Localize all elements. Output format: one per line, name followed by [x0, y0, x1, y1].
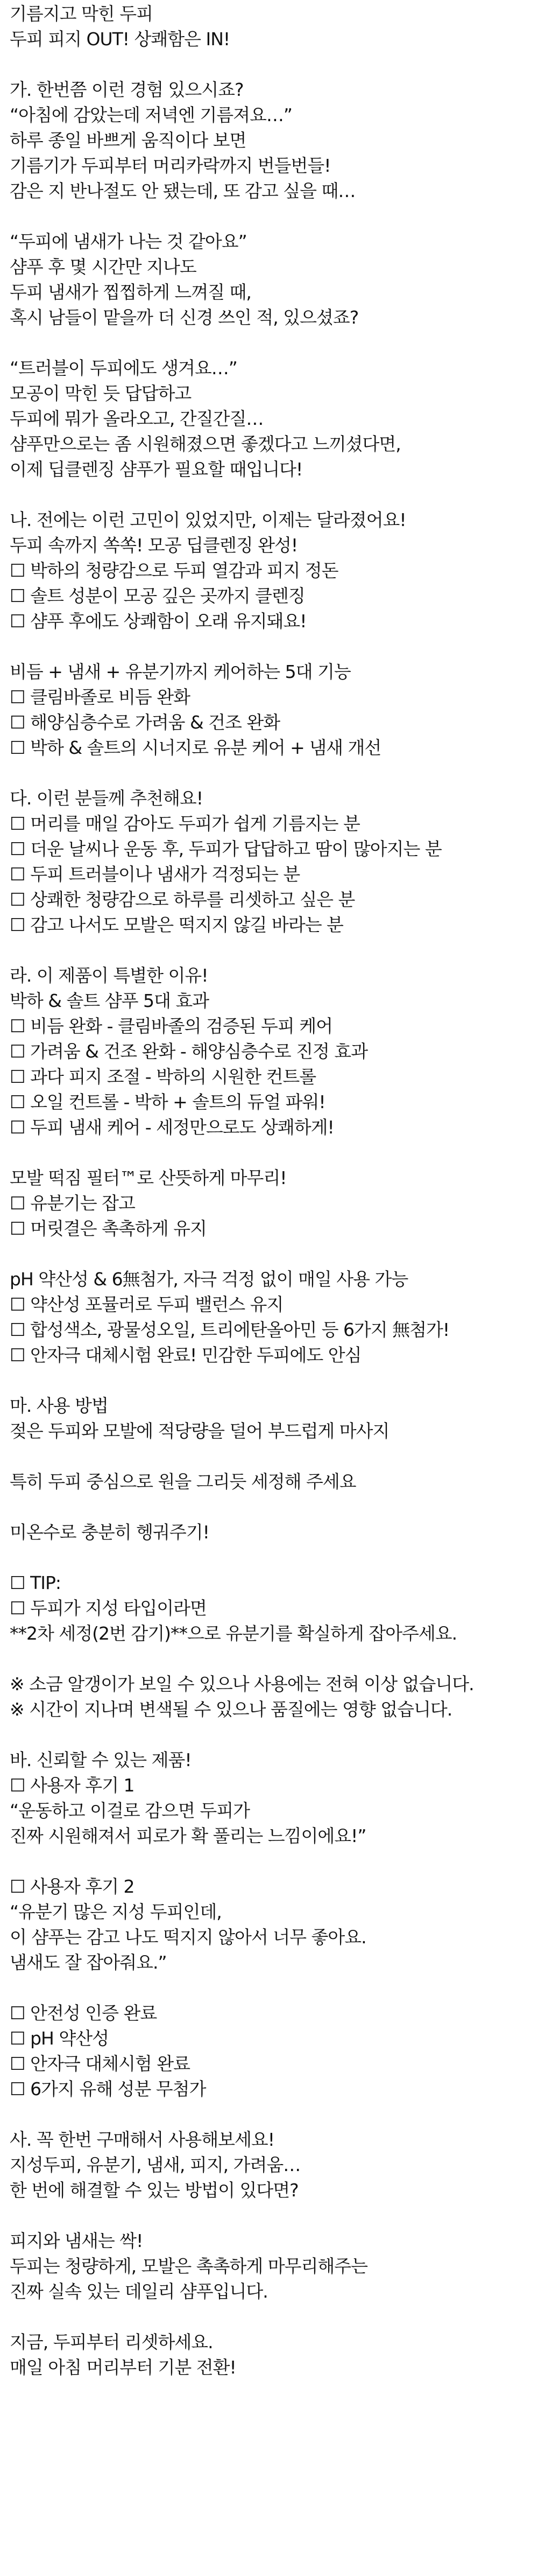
text-line: ☐ 사용자 후기 1: [10, 1775, 134, 1796]
text-line: 두피에 뭐가 올라오고, 간질간질…: [10, 408, 264, 429]
text-line: ☐ 두피가 지성 타입이라면: [10, 1598, 207, 1619]
paragraph-gap: [10, 330, 528, 355]
text-line: **2차 세정(2번 감기)**으로 유분기를 확실하게 잡아주세요.: [10, 1623, 457, 1644]
text-line: 두피 피지 OUT! 상쾌함은 IN!: [10, 29, 230, 50]
text-line: pH 약산성 & 6無첨가, 자극 걱정 없이 매일 사용 가능: [10, 1269, 408, 1290]
paragraph-gap: [10, 482, 528, 507]
paragraph-gap: [10, 2102, 528, 2127]
paragraph-gap: [10, 1494, 528, 1520]
text-line: “운동하고 이걸로 감으면 두피가: [10, 1800, 250, 1821]
text-line: 가. 한번쯤 이런 경험 있으시죠?: [10, 79, 244, 100]
text-line: “유분기 많은 지성 두피인데,: [10, 1901, 222, 1922]
text-line: ☐ 박하의 청량감으로 두피 열감과 피지 정돈: [10, 560, 338, 581]
paragraph-gap: [10, 1646, 528, 1671]
text-line: 혹시 남들이 맡을까 더 신경 쓰인 적, 있으셨죠?: [10, 307, 359, 328]
text-line: “트러블이 두피에도 생겨요…”: [10, 358, 237, 379]
text-line: ☐ 유분기는 잡고: [10, 1193, 135, 1214]
paragraph-gap: [10, 2203, 528, 2228]
text-line: 바. 신뢰할 수 있는 제품!: [10, 1749, 192, 1770]
paragraph-gap: [10, 1975, 528, 2000]
text-line: 감은 지 반나절도 안 됐는데, 또 감고 싶을 때…: [10, 180, 356, 201]
text-line: 하루 종일 바쁘게 움직이다 보면: [10, 130, 246, 151]
text-line: ☐ 안전성 인증 완료: [10, 2003, 157, 2024]
text-line: ☐ pH 약산성: [10, 2028, 109, 2049]
text-line: ☐ 안자극 대체시험 완료! 민감한 두피에도 안심: [10, 1345, 362, 1366]
text-line: 기름기가 두피부터 머리카락까지 번들번들!: [10, 155, 331, 176]
text-line: 비듬 + 냄새 + 유분기까지 케어하는 5대 기능: [10, 661, 351, 682]
paragraph-gap: [10, 1241, 528, 1266]
text-line: 진짜 시원해져서 피로가 확 풀리는 느낌이에요!”: [10, 1825, 366, 1846]
text-line: 샴푸 후 몇 시간만 지나도: [10, 256, 196, 277]
text-line: 두피 냄새가 찝찝하게 느껴질 때,: [10, 282, 251, 303]
text-line: ※ 소금 알갱이가 보일 수 있으나 사용에는 전혀 이상 없습니다.: [10, 1674, 474, 1695]
paragraph-gap: [10, 760, 528, 786]
text-line: ☐ 머리를 매일 감아도 두피가 쉽게 기름지는 분: [10, 813, 360, 834]
text-line: 한 번에 해결할 수 있는 방법이 있다면?: [10, 2180, 299, 2201]
text-line: ☐ 클림바졸로 비듬 완화: [10, 687, 190, 708]
text-line: ☐ 사용자 후기 2: [10, 1876, 134, 1897]
text-line: “아침에 감았는데 저녁엔 기름져요…”: [10, 104, 292, 125]
text-line: ☐ 비듬 완화 - 클림바졸의 검증된 두피 케어: [10, 1016, 332, 1037]
text-line: ☐ 6가지 유해 성분 무첨가: [10, 2078, 206, 2099]
paragraph-gap: [10, 1545, 528, 1570]
text-line: 다. 이런 분들께 추천해요!: [10, 788, 203, 809]
paragraph-gap: [10, 52, 528, 77]
text-line: 사. 꼭 한번 구매해서 사용해보세요!: [10, 2129, 274, 2150]
text-line: 지금, 두피부터 리셋하세요.: [10, 2332, 213, 2353]
paragraph-gap: [10, 1722, 528, 1747]
text-line: 기름지고 막힌 두피: [10, 3, 153, 24]
text-line: 모발 떡짐 필터™로 산뜻하게 마무리!: [10, 1167, 287, 1188]
text-line: 두피 속까지 쏙쏙! 모공 딥클렌징 완성!: [10, 535, 298, 556]
text-line: ☐ 샴푸 후에도 상쾌함이 오래 유지돼요!: [10, 611, 307, 632]
paragraph-gap: [10, 2304, 528, 2329]
text-line: ☐ 상쾌한 청량감으로 하루를 리셋하고 싶은 분: [10, 889, 355, 910]
text-line: 진짜 실속 있는 데일리 샴푸입니다.: [10, 2281, 268, 2302]
text-line: ☐ 두피 냄새 케어 - 세정만으로도 상쾌하게!: [10, 1117, 334, 1138]
text-line: 이 샴푸는 감고 나도 떡지지 않아서 너무 좋아요.: [10, 1927, 366, 1948]
text-line: “두피에 냄새가 나는 것 같아요”: [10, 231, 247, 252]
text-line: 두피는 청량하게, 모발은 촉촉하게 마무리해주는: [10, 2256, 368, 2277]
text-line: 마. 사용 방법: [10, 1395, 108, 1416]
paragraph-gap: [10, 204, 528, 229]
text-line: ☐ 두피 트러블이나 냄새가 걱정되는 분: [10, 864, 300, 885]
text-line: 젖은 두피와 모발에 적당량을 덜어 부드럽게 마사지: [10, 1420, 390, 1441]
text-line: 미온수로 충분히 헹궈주기!: [10, 1522, 209, 1543]
text-line: ☐ 해양심층수로 가려움 & 건조 완화: [10, 712, 280, 733]
text-line: ☐ 약산성 포뮬러로 두피 밸런스 유지: [10, 1294, 284, 1315]
text-line: 이제 딥클렌징 샴푸가 필요할 때입니다!: [10, 459, 303, 480]
paragraph-gap: [10, 634, 528, 659]
text-line: 매일 아침 머리부터 기분 전환!: [10, 2357, 236, 2378]
text-line: ☐ TIP:: [10, 1572, 61, 1593]
paragraph-gap: [10, 1444, 528, 1469]
text-line: 박하 & 솔트 샴푸 5대 효과: [10, 990, 209, 1011]
paragraph-gap: [10, 1368, 528, 1393]
text-line: ☐ 안자극 대체시험 완료: [10, 2053, 190, 2074]
paragraph-gap: [10, 937, 528, 963]
text-line: ☐ 더운 날씨나 운동 후, 두피가 답답하고 땀이 많아지는 분: [10, 838, 442, 859]
paragraph-gap: [10, 1849, 528, 1874]
text-line: ※ 시간이 지나며 변색될 수 있으나 품질에는 영향 없습니다.: [10, 1699, 452, 1720]
text-line: 라. 이 제품이 특별한 이유!: [10, 965, 208, 986]
text-line: 냄새도 잘 잡아줘요.”: [10, 1952, 167, 1973]
text-line: 나. 전에는 이런 고민이 있었지만, 이제는 달라졌어요!: [10, 509, 406, 530]
text-line: ☐ 감고 나서도 모발은 떡지지 않길 바라는 분: [10, 914, 343, 935]
text-line: 지성두피, 유분기, 냄새, 피지, 가려움…: [10, 2154, 301, 2175]
text-line: ☐ 박하 & 솔트의 시너지로 유분 케어 + 냄새 개선: [10, 737, 381, 758]
text-line: ☐ 머릿결은 촉촉하게 유지: [10, 1218, 207, 1239]
text-line: 피지와 냄새는 싹!: [10, 2230, 143, 2251]
text-line: 특히 두피 중심으로 원을 그리듯 세정해 주세요: [10, 1471, 356, 1492]
text-line: ☐ 과다 피지 조절 - 박하의 시원한 컨트롤: [10, 1066, 316, 1087]
text-line: ☐ 솔트 성분이 모공 깊은 곳까지 클렌징: [10, 585, 305, 606]
text-line: 샴푸만으로는 좀 시원해졌으면 좋겠다고 느끼셨다면,: [10, 433, 401, 454]
paragraph-gap: [10, 1140, 528, 1165]
text-line: ☐ 합성색소, 광물성오일, 트리에탄올아민 등 6가지 無첨가!: [10, 1319, 450, 1340]
text-line: ☐ 오일 컨트롤 - 박하 + 솔트의 듀얼 파워!: [10, 1091, 325, 1112]
text-line: 모공이 막힌 듯 답답하고: [10, 383, 192, 404]
text-line: ☐ 가려움 & 건조 완화 - 해양심층수로 진정 효과: [10, 1041, 368, 1062]
